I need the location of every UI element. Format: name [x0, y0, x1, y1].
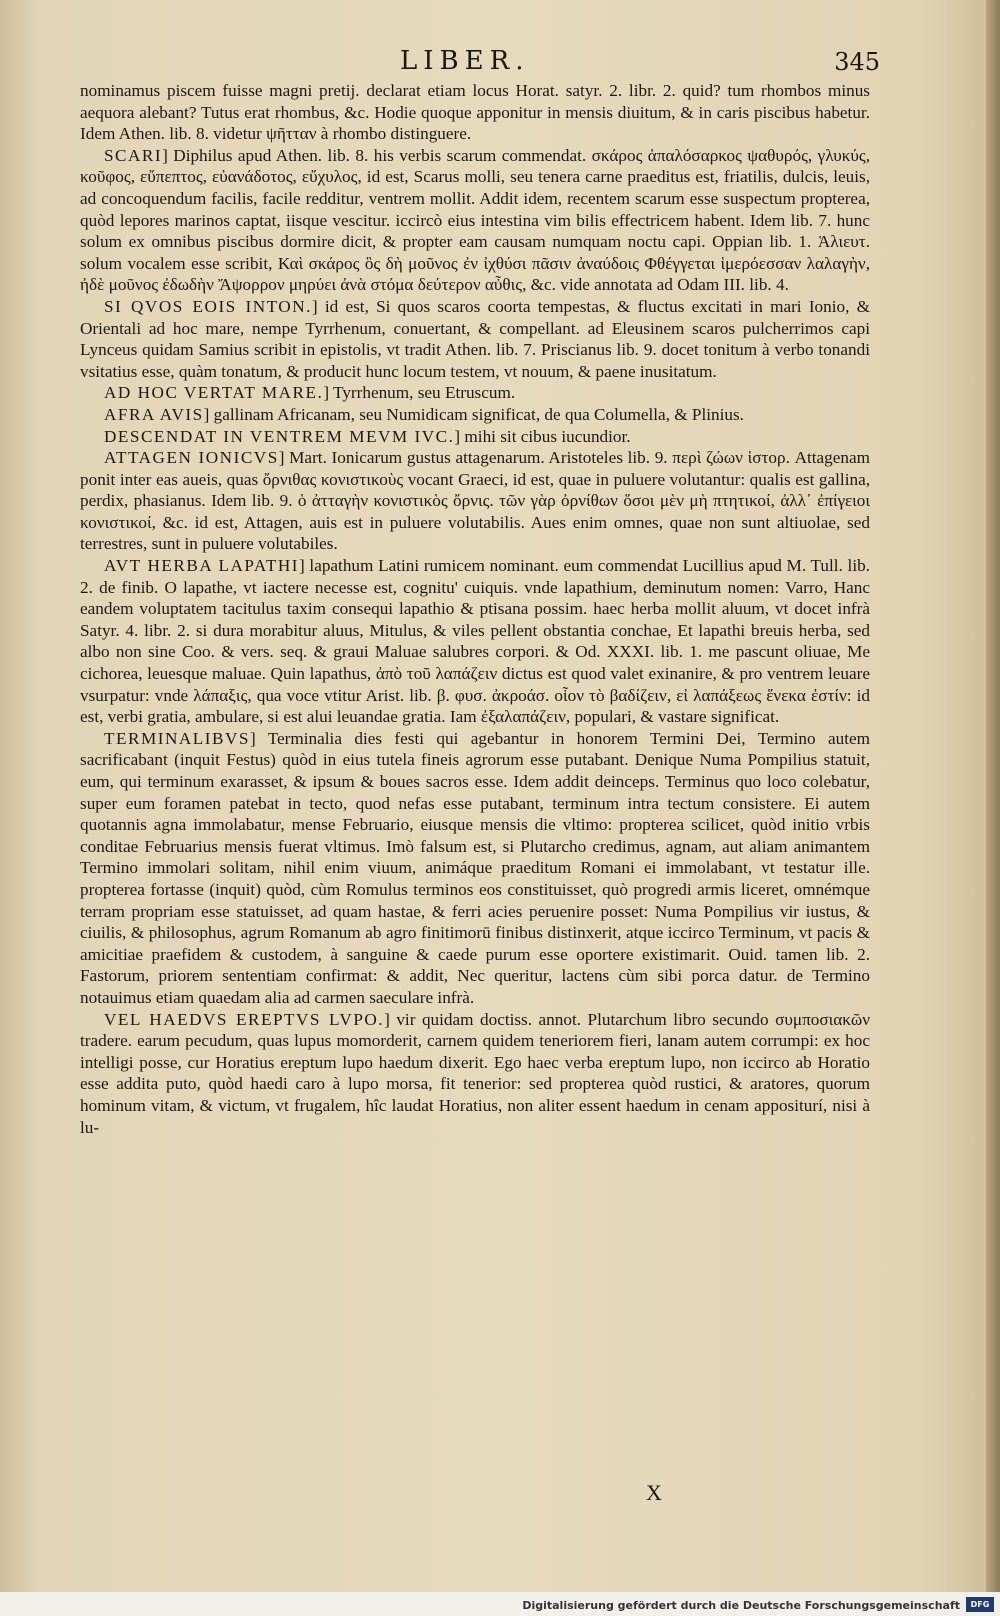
commentary-paragraph [80, 447, 870, 555]
paragraph-text: ] Diphilus apud Athen. lib. 8. his verbis scarum commendat. σκάρος ἁπαλόσαρκος ψαθυρός, γλυκύς, κοῦφος, εὔπεπτος, εὐανάδοτος, εὔχυλος, id est, Scarus molli, seu tenera carne praeditus est, friatilis, dulcis, leuis, ad concoquendum facilis, facile redditur, ventrem mollit. Addit idem, recentem scarum esse suspectum propterea, quòd lepores marinos captat, iisque vescitur. iccircò eius intestina vim bilis effectricem habent. Idem lib. 7. hunc solum ex omnibus piscibus dormire dicit, & propter eam causam numquam noctu capi. Oppian lib. 1. Ἁλιευτ. solum vocalem esse scribit, Καὶ σκάρος ὃς δὴ μοῦνος ἐν ἰχθύσι πᾶσιν ἀναύδοις Φθέγγεται ἱμερόεσσαν λαλαγὴν, ἠδὲ μοῦνος ἐδωδὴν Ἄψορρον μηρύει ἀνὰ στόμα δεύτερον αὖθις, &c. vide annotata ad Odam III. lib. 4. [80, 145, 870, 295]
commentary-paragraph [80, 555, 870, 728]
paragraph-text: ] mihi sit cibus iucundior. [454, 426, 631, 446]
lemma: AVT HERBA LAPATHI [104, 556, 300, 576]
paragraph-text: ] vir quidam doctiss. annot. Plutarchum libro secundo συμποσιακῶν tradere. earum pecudum, quas lupus momorderit, carnem quidem teneriorem fieri, lanam autem corrumpi: ex hoc intelligi posse, cur Horatius ereptum lupo haedum dixerit. Ego haec verba ereptum lupo, non iccirco ab Horatio esse addita puto, quòd haedi caro à lupo morsa, fit tenerior: sed propterea quòd rustici, & aratores, quorum hominum vitam, & victum, vt frugalem, hîc laudat Horatius, non aliter essent haedum in cenam appositurí, nisi à lu- [80, 1009, 870, 1137]
commentary-paragraph [80, 1009, 870, 1139]
page-edge [986, 0, 1000, 1616]
lemma: DESCENDAT IN VENTREM MEVM IVC. [104, 426, 455, 446]
paragraph-text: ] gallinam Africanam, seu Numidicam significat, de qua Columella, & Plinius. [203, 404, 744, 424]
paragraph-text: ] Mart. Ionicarum gustus attagenarum. Aristoteles lib. 9. περὶ ζώων ἱστορ. Attagenam ponit inter eas aueis, quas ὄρνιθας κονιστικοὺς vocant Graeci, id est, quae in puluere volutantur: qualis est gallina, perdix, phasianus. Idem lib. 9. ὁ ἀτταγὴν κονιστικὸς ὄρνις. τῶν γὰρ ὀρνίθων ὅσοι μὲν μὴ πτητικοί, ἀλλ᾽ ἐπίγειοι κονιστικοί, &c. id est, Attagen, auis est in puluere volutabilis. Aues enim omnes, quae non sunt altiuolae, sed terrestres, sunt in puluere volutabiles. [80, 448, 870, 554]
lemma: TERMINALIBVS [104, 728, 250, 748]
commentary-paragraph [80, 80, 870, 145]
lemma: SCARI [104, 145, 163, 165]
commentary-paragraph [80, 382, 870, 404]
dfg-logo-icon: DFG [966, 1597, 994, 1612]
lemma: SI QVOS EOIS INTON. [104, 296, 312, 316]
running-head: LIBER. [400, 46, 530, 76]
paragraph-text: ] id est, Si quos scaros coorta tempestas, & fluctus excitati in mari Ionio, & Orientali ad hoc mare, nempe Tyrrhenum, conuertant, & compellant. ad Eleusinem scaros pulcherrimos capi Lynceus quidam Samius scribit in epistolis, vt tradit Athen. lib. 7. Priscianus lib. 9. docet tonitum à verbo tonandi vsitatius esse, quàm tonatum, & producit hunc locum testem, vt nouum, & paene inusitatum. [80, 296, 870, 381]
commentary-paragraph [80, 296, 870, 382]
lemma: AD HOC VERTAT MARE. [104, 383, 324, 403]
commentary-paragraph [80, 426, 870, 448]
commentary-text [80, 80, 870, 1138]
commentary-paragraph [80, 404, 870, 426]
page-number: 345 [834, 48, 880, 76]
paragraph-text: nominamus piscem fuisse magni pretij. declarat etiam locus Horat. satyr. 2. libr. 2. quid? tum rhombos minus aequora alebant? Tutus erat rhombus, &c. Hodie quoque apponitur in mensis diuitum, & in caris piscibus habetur. Idem Athen. lib. 8. videtur ψῆτταν à rhombo distinguere. [80, 81, 870, 144]
commentary-paragraph [80, 145, 870, 296]
lemma: VEL HAEDVS EREPTVS LVPO. [104, 1009, 385, 1029]
paragraph-text: ] lapathum Latini rumicem nominant. eum commendat Lucillius apud M. Tull. lib. 2. de finib. O lapathe, vt iactere necesse est, cognitu' cuiquis. vnde lapathium, deminutum nomen: Varro, Hanc eandem voluptatem tacitulus taxim consequi lapathio & ptisana possim. haec herba mollit aluum, vt docet infrà Satyr. 4. libr. 2. si dura morabitur aluus, Mitulus, & viles pellent obstantia conchae, Et lapathi breuis herba, sed albo non sine Coo. & vers. seq. & graui Maluae salubres corpori. & Od. XXXI. lib. 1. me pascunt oliuae, Me cichorea, leuesque maluae. Quin lapathus, ἀπὸ τοῦ λαπάζειν dictus est quod valet exinanire, & pro ventrem leuare vsurpatur: vnde λάπαξις, qua voce vtitur Arist. lib. β. φυσ. ἀκροάσ. οἷον τὸ βαδίζειν, εἰ λαπάξεως ἕνεκα ἐστίν: id est, verbi gratia, ambulare, si est alui leuandae gratia. Iam ἐξαλαπάζειν, populari, & vastare significat. [80, 556, 870, 727]
paragraph-text: ] Terminalia dies festi qui agebantur in honorem Termini Dei, Termino autem sacrificabant (inquit Festus) quòd in eius tutela fineis agrorum esse putabant. Denique Numa Pompilius statuit, eum, qui terminum exarasset, & ipsum & boues sacros esse. Idem addit deinceps. Terminus quo loco colebatur, super eum foramen patebat in tecto, quod nefas esse putabant, terminum intra tectum consistere. Ei autem quotannis agna immolabatur, mense Februario, eiusque mensis die vltimo: propterea scilicet, quòd initio vrbis conditae Februarius mensis fuerat vltimus. Imò falsum est, si Plutarcho credimus, agnam, aut aliam animantem Termino immolari solitam, nihil enim viuum, animáque praeditum Romani ei immolabant, vt testatur ille. propterea fortasse (inquit) quòd, cùm Romulus terminos eos constituisset, quò progredi armis liceret, omnémque terram propriam esse statuisset, ad quam hastae, & ferri acies peruenire posset: Numa Pompilius vir iustus, & ciuilis, & philosophus, agrum Romanum ab agro finitimorū finibus distinxerit, atque iccirco Terminum, vt pacis & amicitiae praefidem & custodem, à sanguine & caede purum esse oportere existimarit. Ouid. tamen lib. 2. Fastorum, priorem sententiam confirmat: & addit, Nec queritur, lactens cùm sibi porca datur. de Termino notauimus etiam quaedam alia ad carmen saeculare infrà. [80, 728, 870, 1007]
lemma: AFRA AVIS [104, 404, 204, 424]
commentary-paragraph [80, 728, 870, 1009]
footer-bar [0, 1592, 1000, 1616]
page-header [80, 46, 880, 82]
lemma: ATTAGEN IONICVS [104, 448, 279, 468]
digitization-credit: Digitalisierung gefördert durch die Deutsche Forschungsgemeinschaft [522, 1599, 960, 1612]
paragraph-text: ] Tyrrhenum, seu Etruscum. [323, 383, 516, 403]
signature-mark: X [646, 1480, 662, 1505]
